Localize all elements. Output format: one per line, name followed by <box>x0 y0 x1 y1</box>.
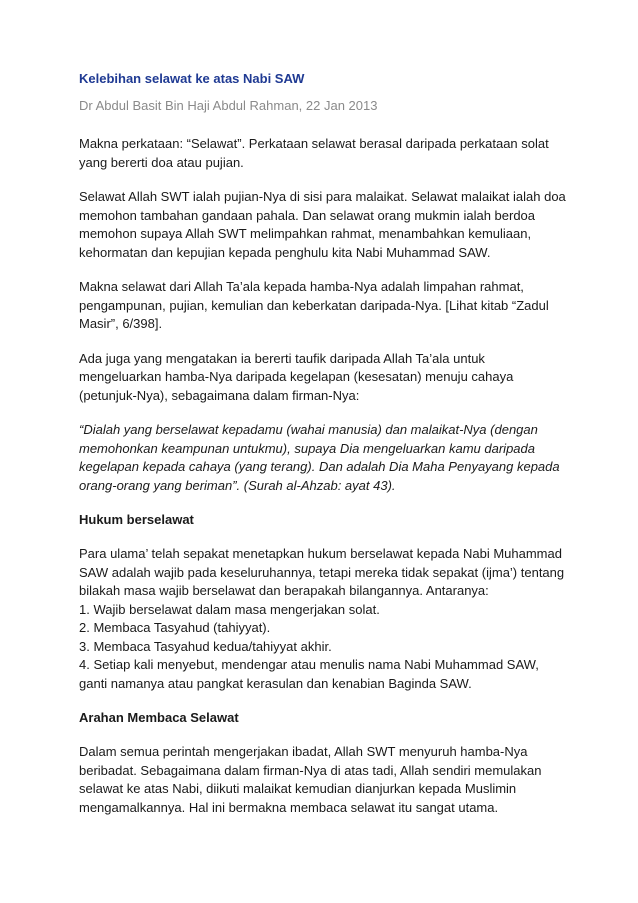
section-hukum-body <box>79 545 569 693</box>
article-byline: Dr Abdul Basit Bin Haji Abdul Rahman, 22 Jan 2013 <box>79 98 378 113</box>
section-heading-hukum: Hukum berselawat <box>79 512 194 527</box>
document-page <box>79 70 569 833</box>
paragraph-allah-selawat: Makna selawat dari Allah Ta’ala kepada hamba-Nya adalah limpahan rahmat, pengampunan, pujian, kemulian dan keberkatan daripada-Nya. [Lihat kitab “Zadul Masir”, 6/398]. <box>79 279 549 331</box>
list-item: 4. Setiap kali menyebut, mendengar atau menulis nama Nabi Muhammad SAW, ganti namanya atau pangkat kerasulan dan kenabian Baginda SAW. <box>79 657 539 691</box>
paragraph-meaning: Makna perkataan: “Selawat”. Perkataan selawat berasal daripada perkataan solat yang bererti doa atau pujian. <box>79 136 549 170</box>
list-item: 2. Membaca Tasyahud (tahiyyat). <box>79 620 271 635</box>
quran-quote: “Dialah yang berselawat kepadamu (wahai manusia) dan malaikat-Nya (dengan memohonkan keampunan untukmu), supaya Dia mengeluarkan kamu daripada kegelapan kepada cahaya (yang terang). Dan adalah Dia Maha Penyayang kepada orang-orang yang beriman”. (Surah al-Ahzab: ayat 43). <box>79 422 560 493</box>
article-title: Kelebihan selawat ke atas Nabi SAW <box>79 71 305 86</box>
paragraph-taufik: Ada juga yang mengatakan ia bererti taufik daripada Allah Ta’ala untuk mengeluarkan hamba-Nya daripada kegelapan (kesesatan) menuju cahaya (petunjuk-Nya), sebagaimana dalam firman-Nya: <box>79 350 514 403</box>
paragraph-definition: Selawat Allah SWT ialah pujian-Nya di sisi para malaikat. Selawat malaikat ialah doa memohon tambahan gandaan pahala. Dan selawat orang mukmin ialah berdoa memohon supaya Allah SWT melimpahkan rahmat, menambahkan kemuliaan, kehormatan dan kepujian kepada penghulu kita Nabi Muhammad SAW. <box>79 189 566 260</box>
list-item: 1. Wajib berselawat dalam masa mengerjakan solat. <box>79 601 380 617</box>
section-hukum-intro: Para ulama’ telah sepakat menetapkan hukum berselawat kepada Nabi Muhammad SAW adalah wajib pada keseluruhannya, tetapi mereka tidak sepakat (ijma’) tentang bilakah masa wajib berselawat dan berapakah bilangannya. Antaranya: <box>79 546 565 598</box>
list-item: 3. Membaca Tasyahud kedua/tahiyyat akhir. <box>79 638 332 654</box>
section-heading-arahan: Arahan Membaca Selawat <box>79 710 239 725</box>
section-arahan-body: Dalam semua perintah mengerjakan ibadat, Allah SWT menyuruh hamba-Nya beribadat. Sebagaimana dalam firman-Nya di atas tadi, Allah sendiri memulakan selawat ke atas Nabi, diikuti malaikat kemudian dianjurkan kepada Muslimin mengamalkannya. Hal ini bermakna membaca selawat itu sangat utama. <box>79 744 542 815</box>
